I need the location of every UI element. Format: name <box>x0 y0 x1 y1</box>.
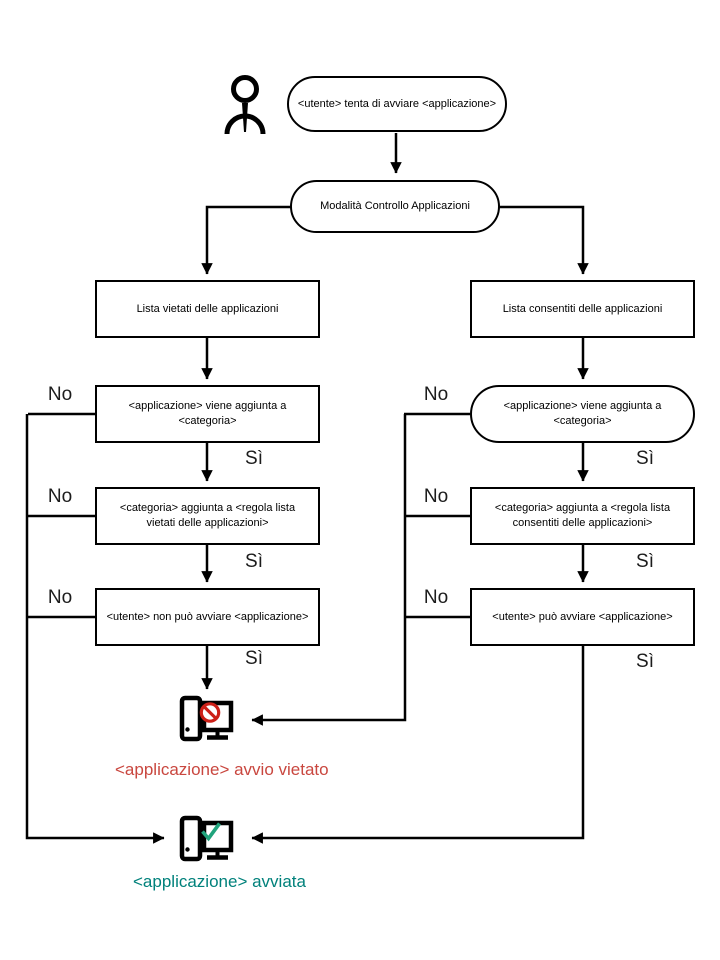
label-yes-left-2: Sì <box>245 551 263 572</box>
label-yes-right-3: Sì <box>636 651 654 672</box>
label-yes-right-1: Sì <box>636 448 654 469</box>
computer-blocked-icon <box>182 698 231 739</box>
node-left-step3 <box>95 588 320 646</box>
result-allowed-label: <applicazione> avviata <box>133 872 306 891</box>
node-denylist-label: Lista vietati delle applicazioni <box>136 302 279 315</box>
node-right-step3 <box>470 588 695 646</box>
node-denylist <box>95 280 320 338</box>
label-yes-left-3: Sì <box>245 648 263 669</box>
label-no-right-1: No <box>423 384 449 405</box>
label-yes-left-1: Sì <box>245 448 263 469</box>
node-allowlist <box>470 280 695 338</box>
node-left-step1 <box>95 385 320 443</box>
node-mode <box>290 180 500 233</box>
label-no-left-2: No <box>47 486 73 507</box>
node-mode-label: Modalità Controllo Applicazioni <box>320 200 470 213</box>
label-no-left-1: No <box>47 384 73 405</box>
computer-allowed-icon <box>182 818 231 859</box>
node-right-step1-label: <applicazione> viene aggiunta a <categoria> <box>503 400 662 427</box>
label-no-left-3: No <box>47 587 73 608</box>
node-right-step3-label: <utente> può avviare <applicazione> <box>492 610 673 623</box>
label-yes-right-2: Sì <box>636 551 654 572</box>
arrow-mode-to-denylist <box>207 207 292 274</box>
result-blocked-label: <applicazione> avvio vietato <box>115 760 329 779</box>
label-no-right-2: No <box>423 486 449 507</box>
node-allowlist-label: Lista consentiti delle applicazioni <box>502 302 663 315</box>
node-right-step1 <box>470 385 695 443</box>
node-start-label: <utente> tenta di avviare <applicazione> <box>297 97 497 110</box>
rail-right-yes-to-allowed <box>252 646 583 838</box>
node-right-step2-label: <categoria> aggiunta a <regola lista consentiti delle applicazioni> <box>494 502 671 529</box>
node-left-step1-label: <applicazione> viene aggiunta a <categoria> <box>128 400 287 427</box>
user-icon <box>227 78 263 135</box>
arrow-mode-to-allowlist <box>498 207 583 274</box>
node-left-step2 <box>95 487 320 545</box>
node-left-step2-label: <categoria> aggiunta a <regola lista vietati delle applicazioni> <box>119 502 296 529</box>
label-no-right-3: No <box>423 587 449 608</box>
prohibition-icon <box>201 704 218 721</box>
node-right-step2 <box>470 487 695 545</box>
node-start <box>287 76 507 132</box>
node-left-step3-label: <utente> non può avviare <applicazione> <box>106 610 309 623</box>
